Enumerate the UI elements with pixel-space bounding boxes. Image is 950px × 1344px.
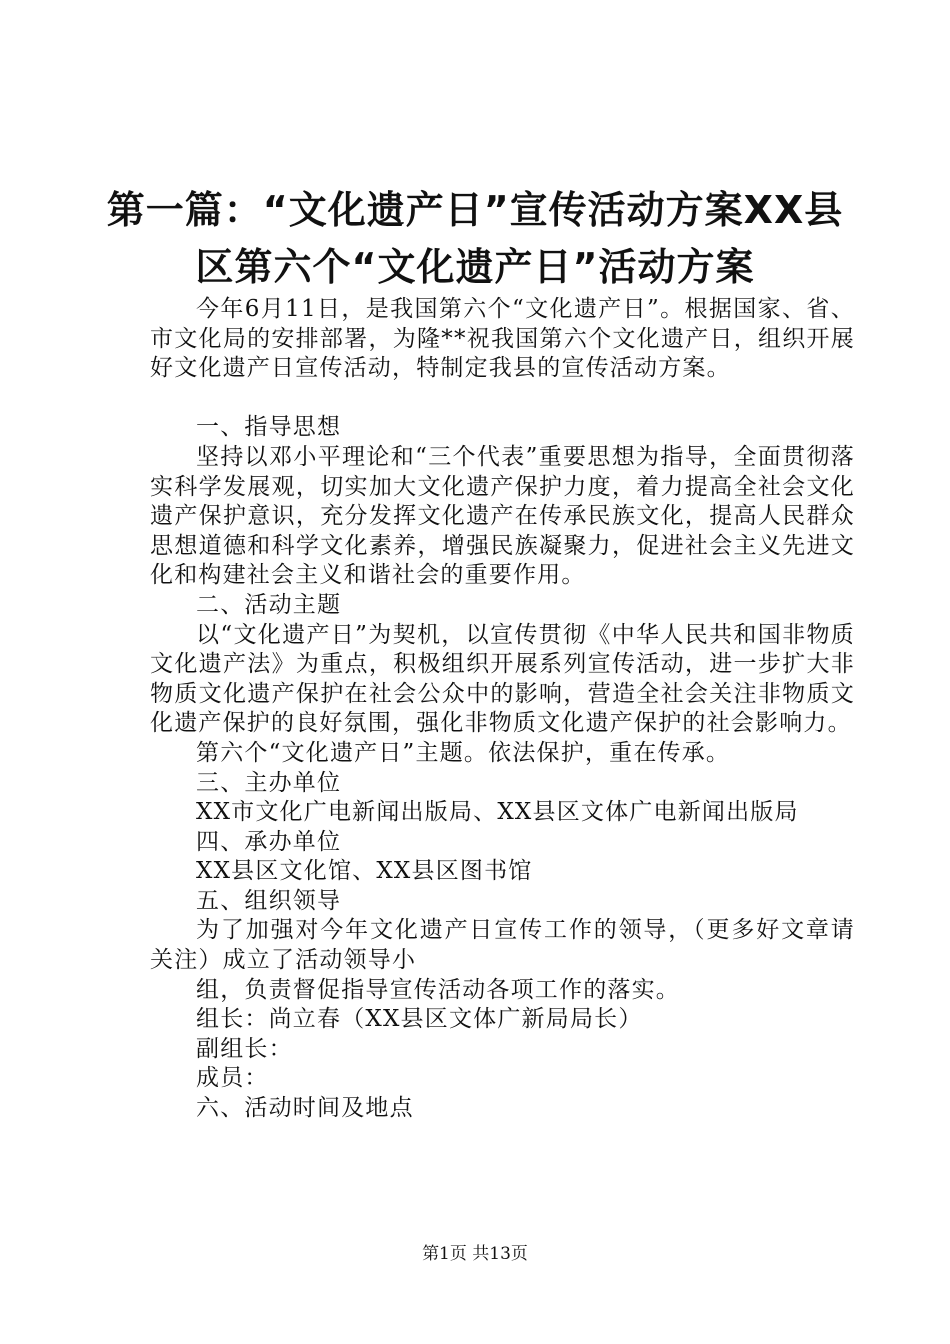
section-heading-activity-theme: 二、活动主题 [196, 591, 342, 618]
document-title-line-2: 区第六个“文化遗产日”活动方案 [195, 245, 755, 289]
organizer-text: XX市文化广电新闻出版局、XX县区文体广电新闻出版局 [196, 799, 799, 826]
section-heading-organizer: 三、主办单位 [196, 769, 342, 796]
activity-theme-paragraph: 以“文化遗产日”为契机，以宣传贯彻《中华人民共和国非物质文化遗产法》为重点，积极组织开展系列宣传活动，进一步扩大非物质文化遗产保护在社会公众中的影响，营造全社会关注非物质文化遗产保护的良好氛围，强化非物质文化遗产保护的社会影响力。 [150, 621, 855, 737]
document-body [150, 295, 855, 1124]
section-heading-undertaker: 四、承办单位 [196, 828, 342, 855]
document-title-line-1: 第一篇：“文化遗产日”宣传活动方案XX县 [106, 188, 844, 232]
paragraph-spacer [150, 384, 855, 414]
group-members: 成员： [196, 1065, 269, 1092]
deputy-group-leader: 副组长： [196, 1035, 293, 1062]
guiding-ideology-paragraph: 坚持以邓小平理论和“三个代表”重要思想为指导，全面贯彻落实科学发展观，切实加大文化遗产保护力度，着力提高全社会文化遗产保护意识，充分发挥文化遗产在传承民族文化，提高人民群众思想道德和科学文化素养，增强民族凝聚力，促进社会主义先进文化和构建社会主义和谐社会的重要作用。 [150, 443, 855, 589]
group-leader: 组长：尚立春（XX县区文体广新局局长） [196, 1006, 643, 1033]
section-heading-guiding-ideology: 一、指导思想 [196, 414, 342, 441]
leadership-continuation: 组，负责督促指导宣传活动各项工作的落实。 [196, 976, 680, 1003]
leadership-paragraph: 为了加强对今年文化遗产日宣传工作的领导，（更多好文章请关注）成立了活动领导小 [150, 917, 855, 974]
theme-statement: 第六个“文化遗产日”主题。依法保护，重在传承。 [196, 739, 731, 766]
section-heading-leadership: 五、组织领导 [196, 887, 342, 914]
section-heading-time-place: 六、活动时间及地点 [196, 1095, 414, 1122]
undertaker-text: XX县区文化馆、XX县区图书馆 [196, 858, 533, 885]
intro-paragraph: 今年6月11日，是我国第六个“文化遗产日”。根据国家、省、市文化局的安排部署，为隆**祝我国第六个文化遗产日，组织开展好文化遗产日宣传活动，特制定我县的宣传活动方案。 [150, 296, 855, 382]
page-footer: 第1页 共13页 [422, 1244, 528, 1264]
